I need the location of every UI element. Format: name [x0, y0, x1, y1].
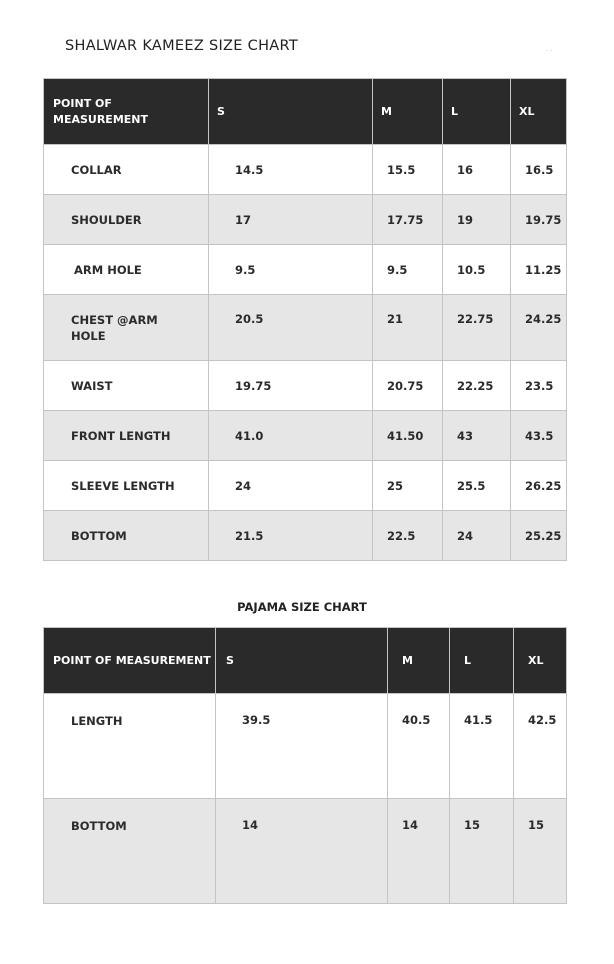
cell-s: 21.5	[209, 511, 373, 561]
header-size-m: M	[373, 79, 443, 145]
table-row	[44, 145, 567, 195]
cell-m: 20.75	[373, 361, 443, 411]
cell-m: 40.5	[388, 694, 450, 799]
cell-s: 24	[209, 461, 373, 511]
cell-xl: 42.5	[514, 694, 567, 799]
header-size-s: S	[216, 628, 388, 694]
row-label: BOTTOM	[44, 511, 209, 561]
table-row	[44, 361, 567, 411]
header-point-of-measurement: POINT OF MEASUREMENT	[44, 79, 209, 145]
cell-xl: 23.5	[511, 361, 567, 411]
row-label: FRONT LENGTH	[44, 411, 209, 461]
dot-mark: · ·	[546, 48, 552, 55]
cell-s: 19.75	[209, 361, 373, 411]
row-label: SHOULDER	[44, 195, 209, 245]
table-row	[44, 511, 567, 561]
cell-xl: 26.25	[511, 461, 567, 511]
row-label: LENGTH	[44, 694, 216, 799]
row-label: CHEST @ARM HOLE	[44, 295, 209, 361]
table-header-row	[44, 79, 567, 145]
header-size-s: S	[209, 79, 373, 145]
cell-s: 14.5	[209, 145, 373, 195]
header-size-l: L	[450, 628, 514, 694]
cell-xl: 11.25	[511, 245, 567, 295]
cell-l: 22.25	[443, 361, 511, 411]
cell-l: 16	[443, 145, 511, 195]
cell-xl: 25.25	[511, 511, 567, 561]
row-label: COLLAR	[44, 145, 209, 195]
cell-m: 21	[373, 295, 443, 361]
cell-l: 10.5	[443, 245, 511, 295]
cell-s: 41.0	[209, 411, 373, 461]
header-size-l: L	[443, 79, 511, 145]
cell-m: 17.75	[373, 195, 443, 245]
cell-l: 41.5	[450, 694, 514, 799]
cell-s: 14	[216, 799, 388, 904]
cell-xl: 15	[514, 799, 567, 904]
table-row	[44, 799, 567, 904]
cell-m: 15.5	[373, 145, 443, 195]
cell-xl: 24.25	[511, 295, 567, 361]
cell-l: 19	[443, 195, 511, 245]
table-row	[44, 411, 567, 461]
pajama-chart-title: PAJAMA SIZE CHART	[237, 600, 367, 614]
pajama-size-table	[43, 627, 567, 904]
kameez-chart-title: SHALWAR KAMEEZ SIZE CHART	[65, 38, 298, 54]
header-size-xl: XL	[511, 79, 567, 145]
header-point-of-measurement: POINT OF MEASUREMENT	[44, 628, 216, 694]
cell-m: 25	[373, 461, 443, 511]
cell-m: 41.50	[373, 411, 443, 461]
cell-l: 25.5	[443, 461, 511, 511]
cell-s: 20.5	[209, 295, 373, 361]
table-row	[44, 694, 567, 799]
cell-xl: 19.75	[511, 195, 567, 245]
table-row	[44, 461, 567, 511]
cell-s: 9.5	[209, 245, 373, 295]
row-label: SLEEVE LENGTH	[44, 461, 209, 511]
table-row	[44, 295, 567, 361]
cell-l: 43	[443, 411, 511, 461]
table-header-row	[44, 628, 567, 694]
table-row	[44, 195, 567, 245]
header-size-xl: XL	[514, 628, 567, 694]
cell-xl: 16.5	[511, 145, 567, 195]
kameez-size-table	[43, 78, 567, 561]
row-label: ARM HOLE	[44, 245, 209, 295]
cell-m: 22.5	[373, 511, 443, 561]
cell-s: 39.5	[216, 694, 388, 799]
row-label: WAIST	[44, 361, 209, 411]
header-size-m: M	[388, 628, 450, 694]
cell-l: 24	[443, 511, 511, 561]
cell-xl: 43.5	[511, 411, 567, 461]
cell-l: 15	[450, 799, 514, 904]
cell-m: 14	[388, 799, 450, 904]
cell-m: 9.5	[373, 245, 443, 295]
row-label: BOTTOM	[44, 799, 216, 904]
table-row	[44, 245, 567, 295]
cell-l: 22.75	[443, 295, 511, 361]
cell-s: 17	[209, 195, 373, 245]
